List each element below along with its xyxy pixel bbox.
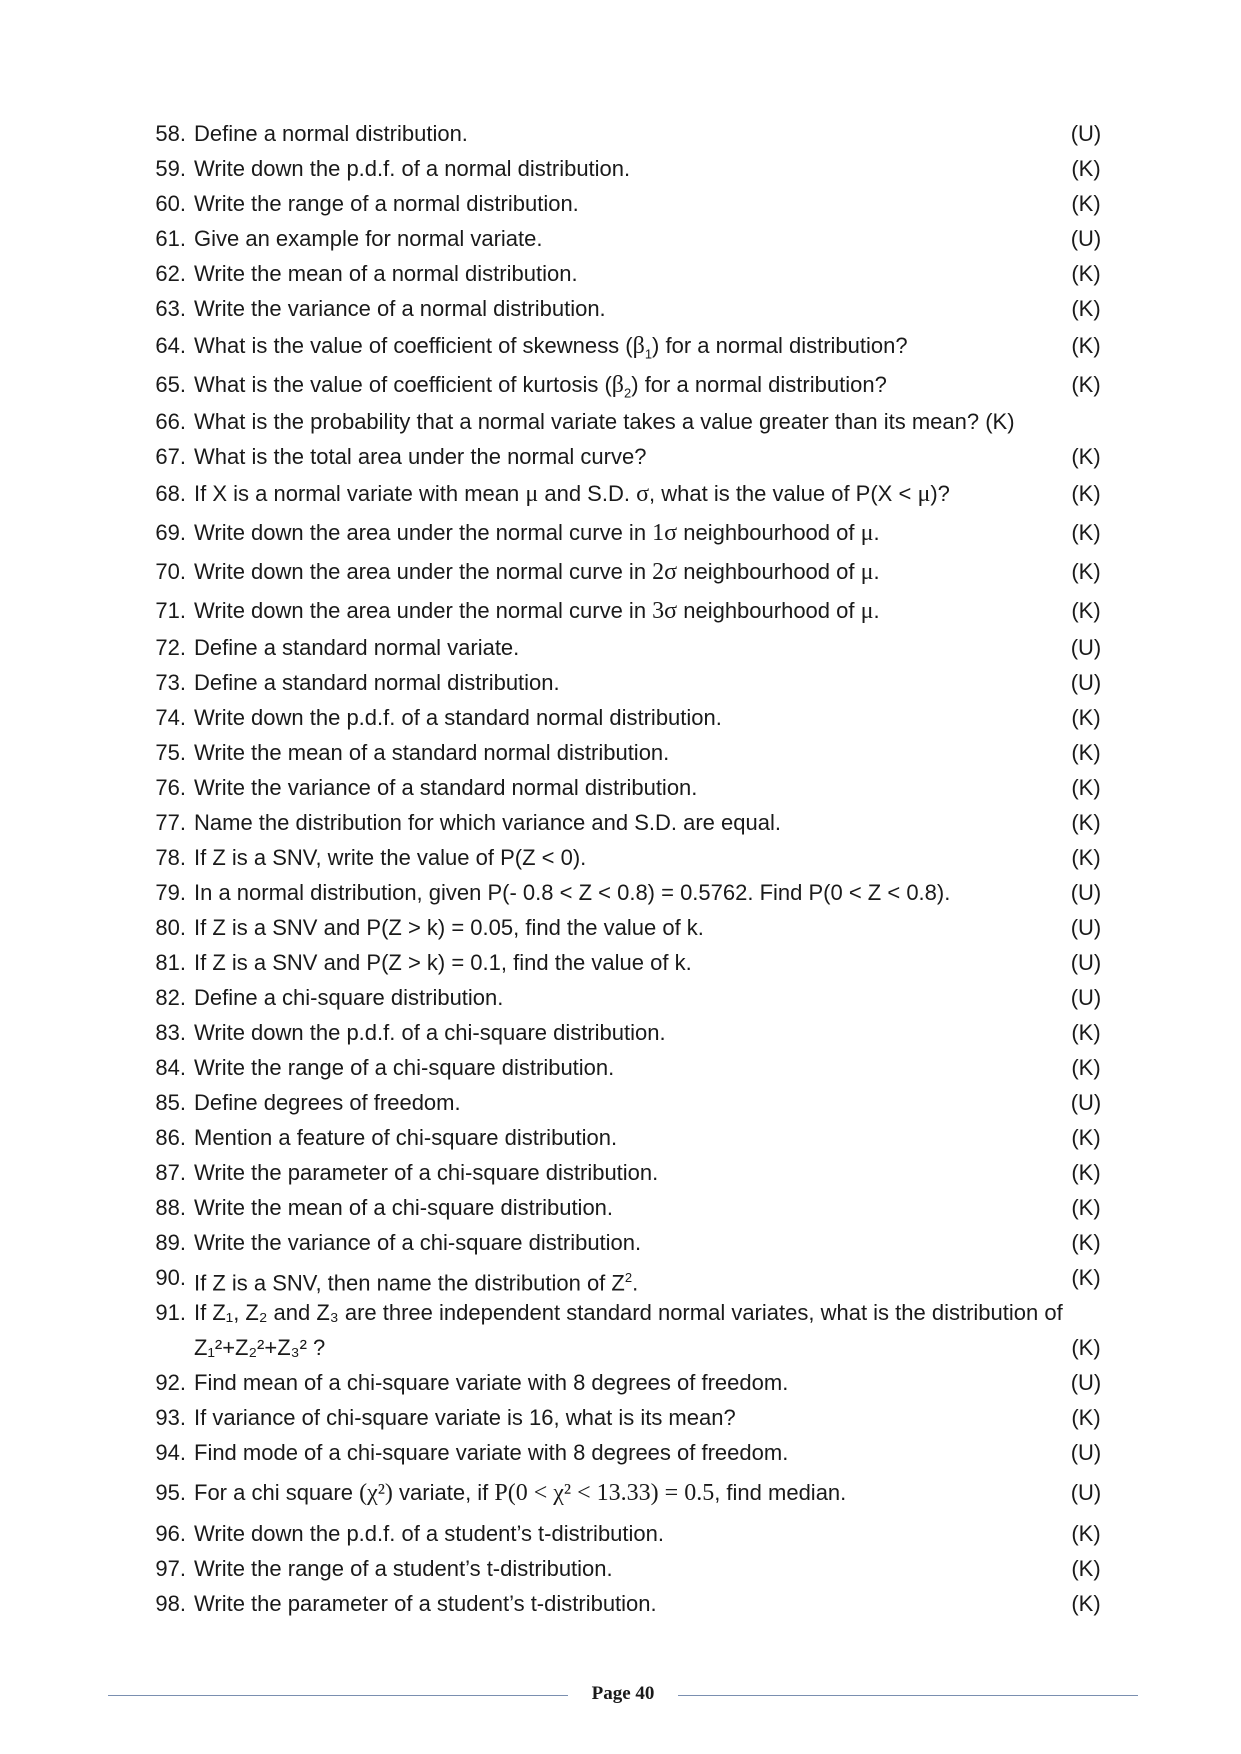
question-96: 96. Write down the p.d.f. of a student’s t-distribution. (K) [155,1521,1101,1546]
page-footer [108,1680,1138,1710]
question-76: 76. Write the variance of a standard normal distribution. (K) [155,775,1101,800]
question-74: 74. Write down the p.d.f. of a standard normal distribution. (K) [155,705,1101,730]
question-list [146,116,1106,1621]
question-75: 75. Write the mean of a standard normal distribution. (K) [155,740,1101,765]
question-71: 71. Write down the area under the normal curve in 3σ neighbourhood of μ. (K) [155,598,1101,624]
question-78: 78. If Z is a SNV, write the value of P(Z < 0). (K) [155,845,1101,870]
question-82: 82. Define a chi-square distribution. (U) [155,985,1102,1010]
question-95: 95. For a chi square (χ²) variate, if P(0 < χ² < 13.33) = 0.5, find median. (U) [155,1480,1102,1506]
footer-rule-right [678,1695,1138,1696]
question-65: 65. What is the value of coefficient of kurtosis $(\beta_2)$ for a normal distribution? (K) [155,372,1101,401]
question-63: 63. Write the variance of a normal distribution. (K) [155,296,1101,321]
question-91: 91. If Z₁, Z₂ and Z₃ are three independent standard normal variates, what is the distribution of Z₁²+Z₂²+Z₃² ? (K) [155,1300,1101,1360]
question-80: 80. If Z is a SNV and P(Z > k) = 0.05, find the value of k. (U) [155,915,1102,940]
question-61: 61. Give an example for normal variate. (U) [155,226,1102,251]
question-97: 97. Write the range of a student’s t-distribution. (K) [155,1556,1101,1581]
question-90: 90. If Z is a SNV, then name the distribution of $Z^2$. (K) [155,1265,1101,1296]
question-72: 72. Define a standard normal variate. (U) [155,635,1102,660]
question-77: 77. Name the distribution for which variance and S.D. are equal. (K) [155,810,1101,835]
question-73: 73. Define a standard normal distribution. (U) [155,670,1102,695]
question-62: 62. Write the mean of a normal distribution. (K) [155,261,1101,286]
question-68: 68. If X is a normal variate with mean μ and S.D. σ, what is the value of P(X < μ)? (K) [155,481,1101,507]
question-83: 83. Write down the p.d.f. of a chi-square distribution. (K) [155,1020,1101,1045]
question-81: 81. If Z is a SNV and P(Z > k) = 0.1, find the value of k. (U) [155,950,1102,975]
question-98: 98. Write the parameter of a student’s t-distribution. (K) [155,1591,1101,1616]
question-64: 64. What is the value of coefficient of skewness $(\beta_1)$ for a normal distribution? (K) [155,333,1101,362]
question-85: 85. Define degrees of freedom. (U) [155,1090,1102,1115]
question-59: 59. Write down the p.d.f. of a normal distribution. (K) [155,156,1101,181]
question-67: 67. What is the total area under the normal curve? (K) [155,444,1101,469]
question-84: 84. Write the range of a chi-square distribution. (K) [155,1055,1101,1080]
question-58: 58. Define a normal distribution. (U) [155,121,1102,146]
question-88: 88. Write the mean of a chi-square distribution. (K) [155,1195,1101,1220]
question-69: 69. Write down the area under the normal curve in 1σ neighbourhood of μ. (K) [155,520,1101,546]
question-93: 93. If variance of chi-square variate is 16, what is its mean? (K) [155,1405,1101,1430]
question-70: 70. Write down the area under the normal curve in 2σ neighbourhood of μ. (K) [155,559,1101,585]
question-60: 60. Write the range of a normal distribution. (K) [155,191,1101,216]
question-66: 66. What is the probability that a normal variate takes a value greater than its mean? (K) [155,409,1015,434]
question-87: 87. Write the parameter of a chi-square distribution. (K) [155,1160,1101,1185]
question-86: 86. Mention a feature of chi-square distribution. (K) [155,1125,1101,1150]
question-89: 89. Write the variance of a chi-square distribution. (K) [155,1230,1101,1255]
page-number: Page 40 [591,1683,655,1704]
question-94: 94. Find mode of a chi-square variate with 8 degrees of freedom. (U) [155,1440,1102,1465]
question-79: 79. In a normal distribution, given P(- 0.8 < Z < 0.8) = 0.5762. Find P(0 < Z < 0.8). (U) [155,880,1102,905]
question-92: 92. Find mean of a chi-square variate with 8 degrees of freedom. (U) [155,1370,1102,1395]
